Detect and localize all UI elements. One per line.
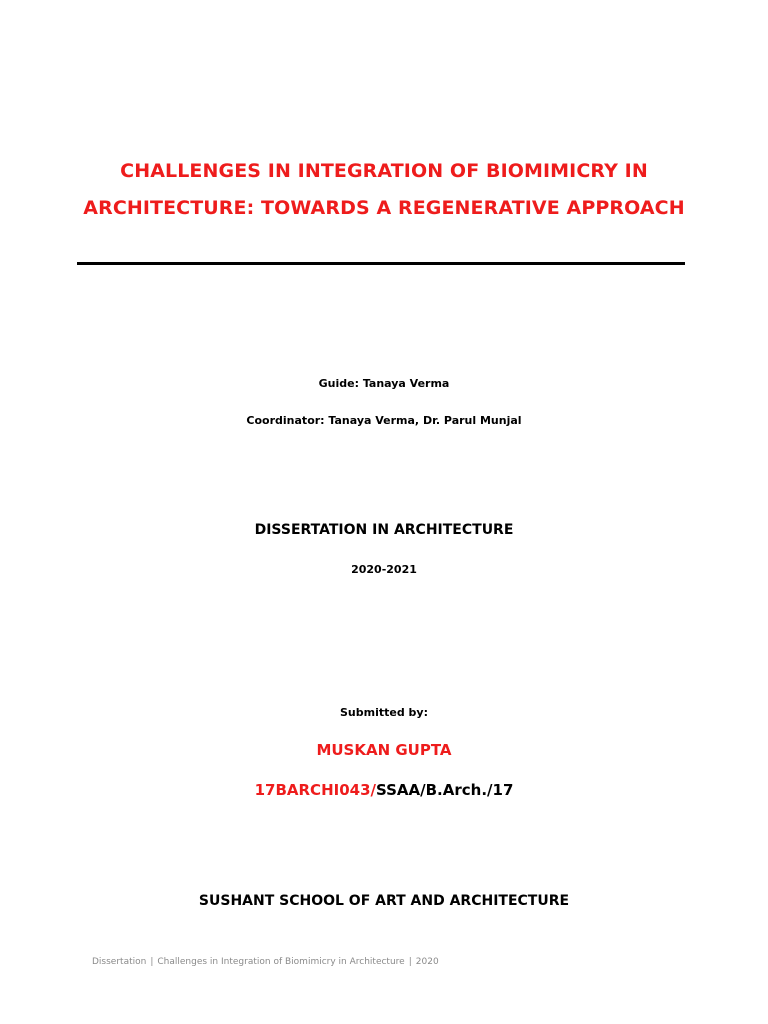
- title-line-2: ARCHITECTURE: TOWARDS A REGENERATIVE APPROACH: [83, 197, 685, 219]
- footer-doc-type: Dissertation: [92, 957, 147, 967]
- title-divider: [77, 262, 685, 265]
- guide-line: Guide: Tanaya Verma: [318, 377, 450, 390]
- academic-year: 2020-2021: [351, 563, 417, 576]
- title-line-1: CHALLENGES IN INTEGRATION OF BIOMIMICRY IN: [120, 160, 648, 182]
- coordinator-line: Coordinator: Tanaya Verma, Dr. Parul Munjal: [246, 414, 522, 427]
- footer-title: Challenges in Integration of Biomimicry in Architecture: [157, 957, 405, 967]
- footer-separator: |: [150, 957, 154, 967]
- footer-year: 2020: [415, 957, 439, 967]
- roll-number: [0, 781, 768, 799]
- dissertation-heading: DISSERTATION IN ARCHITECTURE: [254, 522, 514, 538]
- footer-separator: |: [408, 957, 412, 967]
- author-name: MUSKAN GUPTA: [316, 741, 452, 759]
- roll-number-id: 17BARCHI043/: [254, 781, 376, 799]
- page-footer: [92, 957, 439, 967]
- school-name: SUSHANT SCHOOL OF ART AND ARCHITECTURE: [198, 893, 570, 909]
- submitted-by-label: Submitted by:: [340, 706, 428, 719]
- roll-number-program: SSAA/B.Arch./17: [376, 781, 514, 799]
